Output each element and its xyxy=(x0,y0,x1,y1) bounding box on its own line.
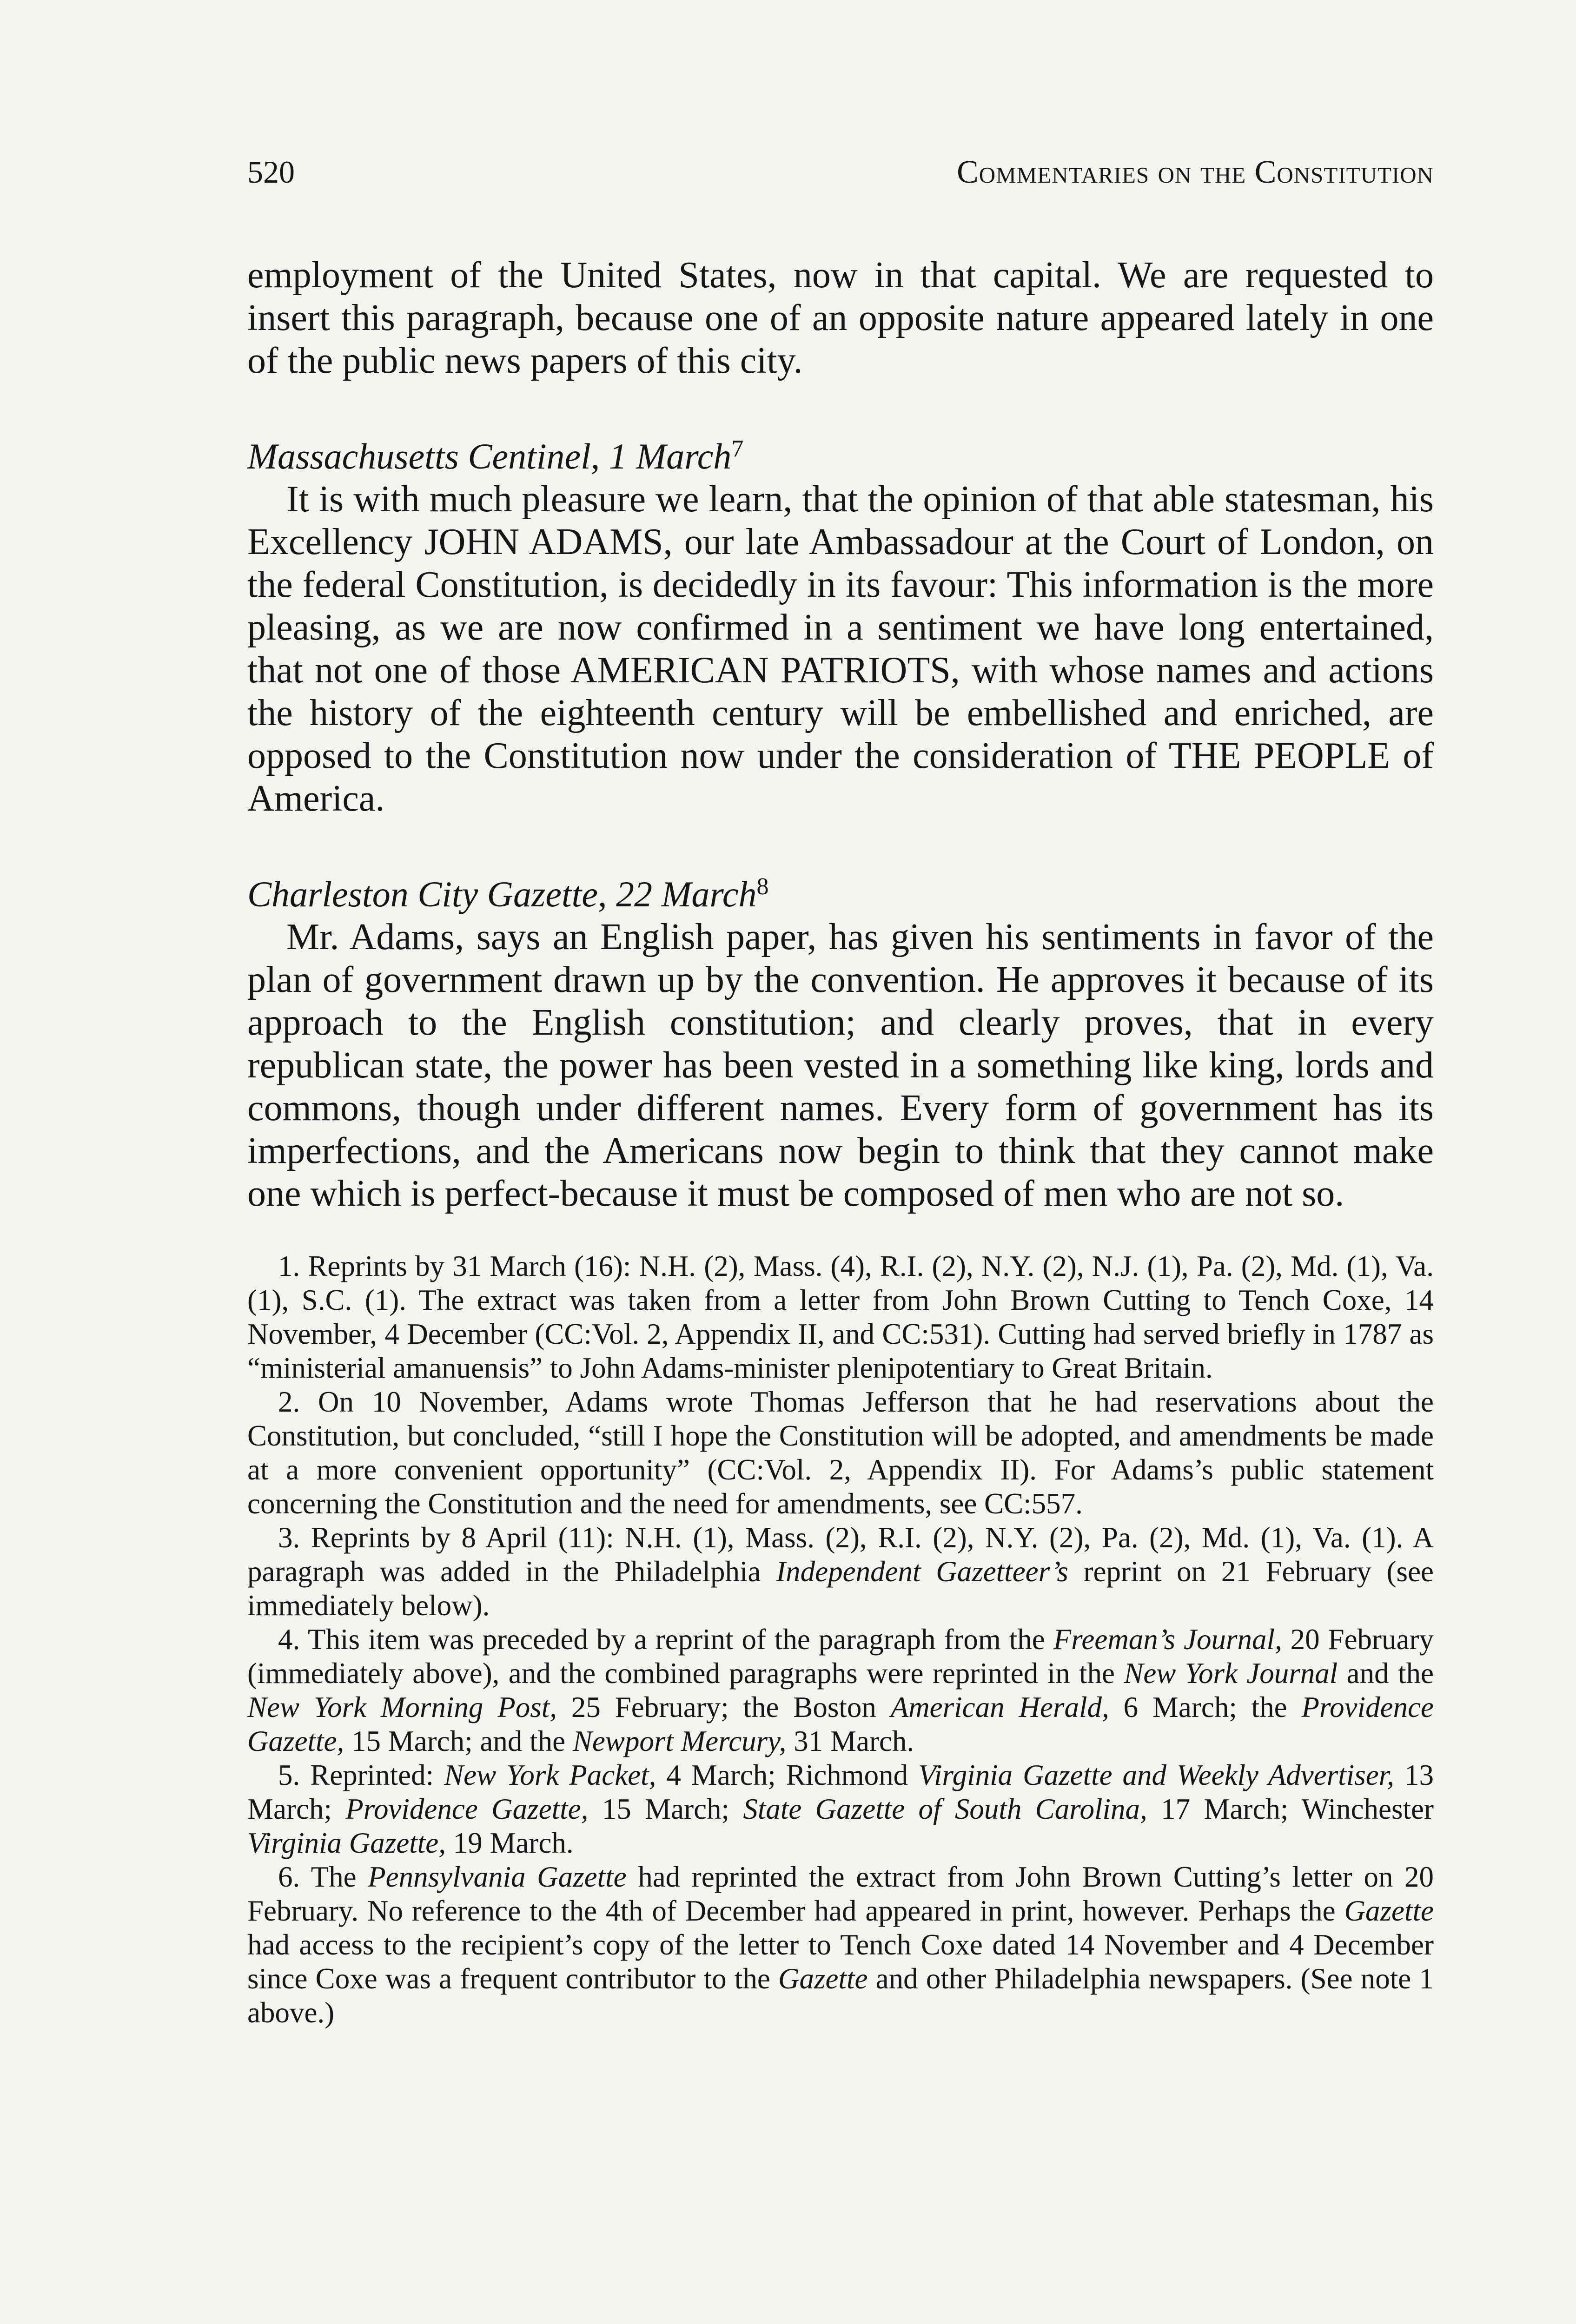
continuation-paragraph: employment of the United States, now in that capital. We are requested to insert this paragraph, because one of an opposite nature appeared lately in one of the public news papers of this city. xyxy=(247,255,1434,381)
source-title: Massachusetts Centinel, 1 March xyxy=(247,436,732,476)
footnote-text-run: reprint on 21 February (see immediately below). xyxy=(247,1555,1434,1622)
footnote-italic-run: Virginia Gazette, xyxy=(247,1827,446,1859)
footnote-text-run: 6 March; the xyxy=(1109,1691,1302,1723)
footnote-text-run: 4 March; Richmond xyxy=(656,1759,919,1791)
document-page xyxy=(247,156,1434,2030)
footnote-text-run: and other Philadelphia newspapers. (See note 1 above.) xyxy=(247,1962,1434,2029)
centinel-paragraph: It is with much pleasure we learn, that the opinion of that able statesman, his Excellency JOHN ADAMS, our late Ambassadour at the Court of London, on the federal Constitution, is decidedly in its favour: This information is the more pleasing, as we are now confirmed in a sentiment we have long entertained, that not one of those AMERICAN PATRIOTS, with whose names and actions the history of the eighteenth century will be embellished and enriched, are opposed to the Constitution now under the consideration of THE PEOPLE of America. xyxy=(247,479,1434,819)
running-header xyxy=(247,156,1434,189)
footnote-italic-run: American Herald, xyxy=(890,1691,1109,1723)
footnote-text-run: 25 February; the Boston xyxy=(557,1691,891,1723)
footnote-text-run: 1. Reprints by 31 March (16): N.H. (2), Mass. (4), R.I. (2), N.Y. (2), N.J. (1), Pa. (2), Md. (1), Va. (1), S.C. (1). The extract was taken from a letter from John Brown Cutting to Tench Coxe, 14 November, 4 December (CC:Vol. 2, Appendix II, and CC:531). Cutting had served briefly in 1787 as “ministerial amanuensis” to John Adams-minister plenipotentiary to Great Britain. xyxy=(247,1250,1434,1384)
footnote-text-run: 15 March; and the xyxy=(344,1725,573,1757)
footnote-text-run: 6. The xyxy=(278,1861,368,1893)
footnote-italic-run: Freeman’s Journal, xyxy=(1053,1623,1282,1656)
footnote-text-run: 2. On 10 November, Adams wrote Thomas Jefferson that he had reservations about the Constitution, but concluded, “still I hope the Constitution will be adopted, and amendments be made at a more convenient opportunity” (CC:Vol. 2, Appendix II). For Adams’s public statement concerning the Constitution and the need for amendments, see CC:557. xyxy=(247,1386,1434,1520)
footnote-italic-run: Gazette xyxy=(778,1962,868,1995)
footnote-italic-run: Providence Gazette, xyxy=(345,1793,589,1825)
footnote-italic-run: Virginia Gazette and Weekly Advertiser, xyxy=(918,1759,1395,1791)
footnote-5 xyxy=(247,1758,1434,1860)
footnote-text-run: 20 February (immediately above), and the combined paragraphs were reprinted in the xyxy=(247,1623,1434,1690)
footnote-italic-run: New York Journal xyxy=(1124,1657,1338,1690)
footnote-6 xyxy=(247,1860,1434,2030)
footnote-text-run: had reprinted the extract from John Brown Cutting’s letter on 20 February. No reference to the 4th of December had appeared in print, however. Perhaps the xyxy=(247,1861,1434,1927)
footnote-text-run: 13 March; xyxy=(247,1759,1434,1825)
footnote-italic-run: State Gazette of South Carolina, xyxy=(743,1793,1147,1825)
footnote-text-run: 19 March. xyxy=(445,1827,574,1859)
footnote-2 xyxy=(247,1385,1434,1521)
footnote-italic-run: Newport Mercury, xyxy=(572,1725,787,1757)
footnote-4 xyxy=(247,1623,1434,1758)
footnote-italic-run: Gazette xyxy=(1344,1895,1434,1927)
footnote-text-run: and the xyxy=(1338,1657,1434,1690)
footnote-italic-run: New York Packet, xyxy=(444,1759,656,1791)
page-number: 520 xyxy=(247,154,295,190)
footnote-italic-run: Pennsylvania Gazette xyxy=(368,1861,627,1893)
footnote-italic-run: Providence Gazette, xyxy=(247,1691,1434,1757)
source-heading-charleston xyxy=(247,873,1434,916)
charleston-paragraph: Mr. Adams, says an English paper, has given his sentiments in favor of the plan of government drawn up by the convention. He approves it because of its approach to the English constitution; and clearly proves, that in every republican state, the power has been vested in a something like king, lords and commons, though under different names. Every form of government has its imperfections, and the Americans now begin to think that they cannot make one which is perfect-because it must be composed of men who are not so. xyxy=(247,917,1434,1214)
footnote-text-run: 4. This item was preceded by a reprint of the paragraph from the xyxy=(278,1623,1053,1656)
source-title: Charleston City Gazette, 22 March xyxy=(247,874,757,914)
footnote-1 xyxy=(247,1249,1434,1385)
footnotes xyxy=(247,1249,1434,2030)
footnote-text-run: 3. Reprints by 8 April (11): N.H. (1), Mass. (2), R.I. (2), N.Y. (2), Pa. (2), Md. (1), Va. (1). A paragraph was added in the Philadelphia xyxy=(247,1521,1434,1588)
footnote-text-run: 5. Reprinted: xyxy=(278,1759,444,1791)
footnote-text-run: had access to the recipient’s copy of the letter to Tench Coxe dated 14 November and 4 December since Coxe was a frequent contributor to the xyxy=(247,1928,1434,1995)
source-heading-centinel xyxy=(247,435,1434,478)
footnote-ref: 8 xyxy=(756,873,769,900)
footnote-text-run: 17 March; Winchester xyxy=(1147,1793,1434,1825)
footnote-3 xyxy=(247,1521,1434,1623)
footnote-text-run: 15 March; xyxy=(588,1793,743,1825)
footnote-italic-run: Independent Gazetteer’s xyxy=(776,1555,1068,1588)
running-title: Commentaries on the Constitution xyxy=(957,154,1434,190)
footnote-italic-run: New York Morning Post, xyxy=(247,1691,557,1723)
footnote-ref: 7 xyxy=(731,436,744,462)
footnote-text-run: 31 March. xyxy=(786,1725,914,1757)
